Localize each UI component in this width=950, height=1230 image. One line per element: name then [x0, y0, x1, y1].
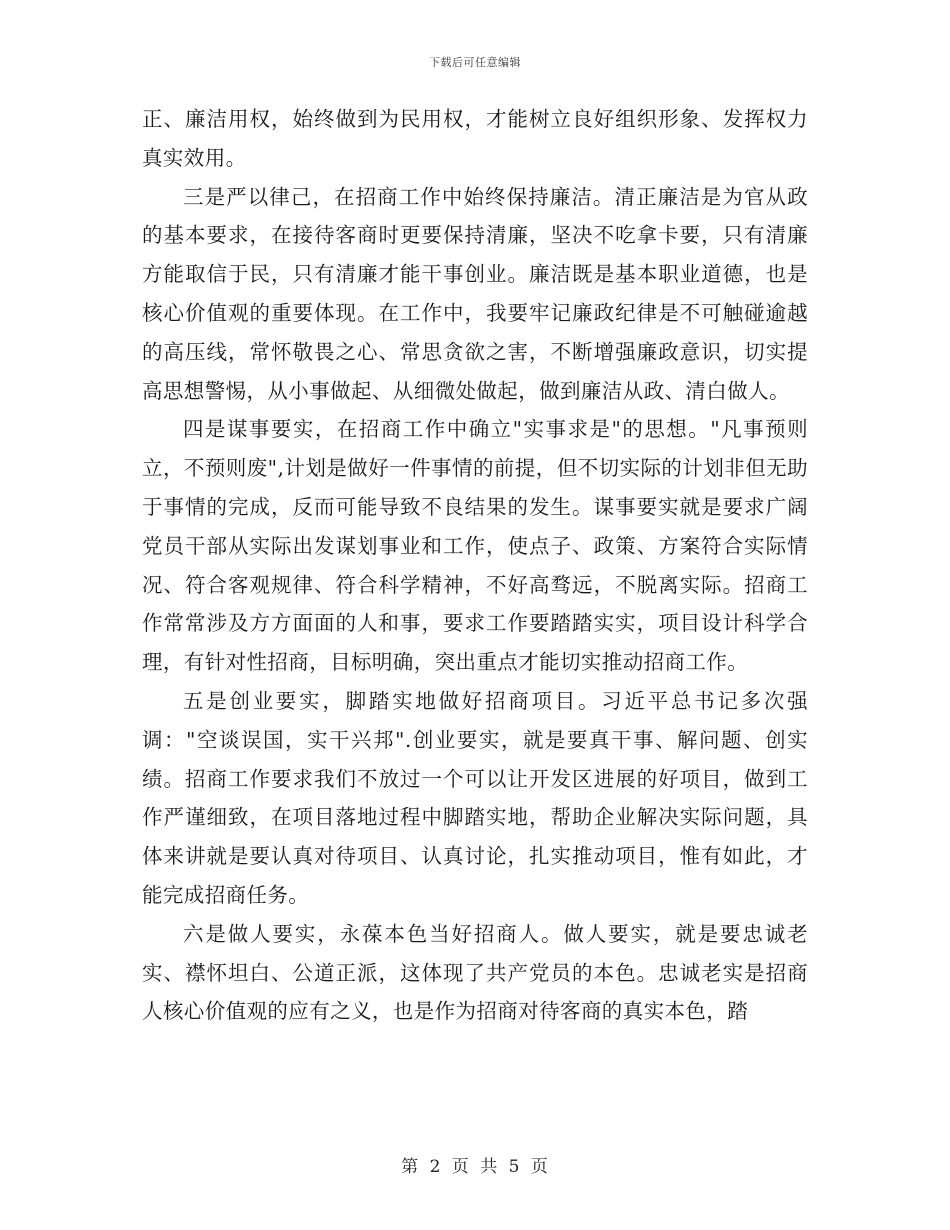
paragraph-three: 三是严以律己，在招商工作中始终保持廉洁。清正廉洁是为官从政的基本要求，在接待客商时更要保持清廉，坚决不吃拿卡要，只有清廉方能取信于民，只有清廉才能干事创业。廉洁既是基本职业道德，也是核心价值观的重要体现。在工作中，我要牢记廉政纪律是不可触碰逾越的高压线，常怀敬畏之心、常思贪欲之害，不断增强廉政意识，切实提高思想警惕，从小事做起、从细微处做起，做到廉洁从政、清白做人。 [142, 184, 808, 403]
paragraph-six: 六是做人要实，永葆本色当好招商人。做人要实，就是要忠诚老实、襟怀坦白、公道正派，这体现了共产党员的本色。忠诚老实是招商人核心价值观的应有之义，也是作为招商对待客商的真实本色，踏 [142, 921, 808, 1024]
page-number: 第 2 页 共 5 页 [401, 1157, 549, 1177]
paragraph-four: 四是谋事要实，在招商工作中确立"实事求是"的思想。"凡事预则立，不预则废",计划是做好一件事情的前提，但不切实际的计划非但无助于事情的完成，反而可能导致不良结果的发生。谋事要实就是要求广阔党员干部从实际出发谋划事业和工作，使点子、政策、方案符合实际情况、符合客观规律、符合科学精神，不好高骛远，不脱离实际。招商工作常常涉及方方面面的人和事，要求工作要踏踏实实，项目设计科学合理，有针对性招商，目标明确，突出重点才能切实推动招商工作。 [142, 417, 808, 675]
header-note: 下载后可任意编辑 [429, 56, 521, 69]
document-body [142, 100, 808, 1031]
paragraph-continued: 正、廉洁用权，始终做到为民用权，才能树立良好组织形象、发挥权力真实效用。 [142, 107, 808, 170]
paragraph-five: 五是创业要实，脚踏实地做好招商项目。习近平总书记多次强调："空谈误国，实干兴邦".创业要实，就是要真干事、解问题、创实绩。招商工作要求我们不放过一个可以让开发区进展的好项目，做到工作严谨细致，在项目落地过程中脚踏实地，帮助企业解决实际问题，具体来讲就是要认真对待项目、认真讨论，扎实推动项目，惟有如此，才能完成招商任务。 [142, 688, 808, 907]
